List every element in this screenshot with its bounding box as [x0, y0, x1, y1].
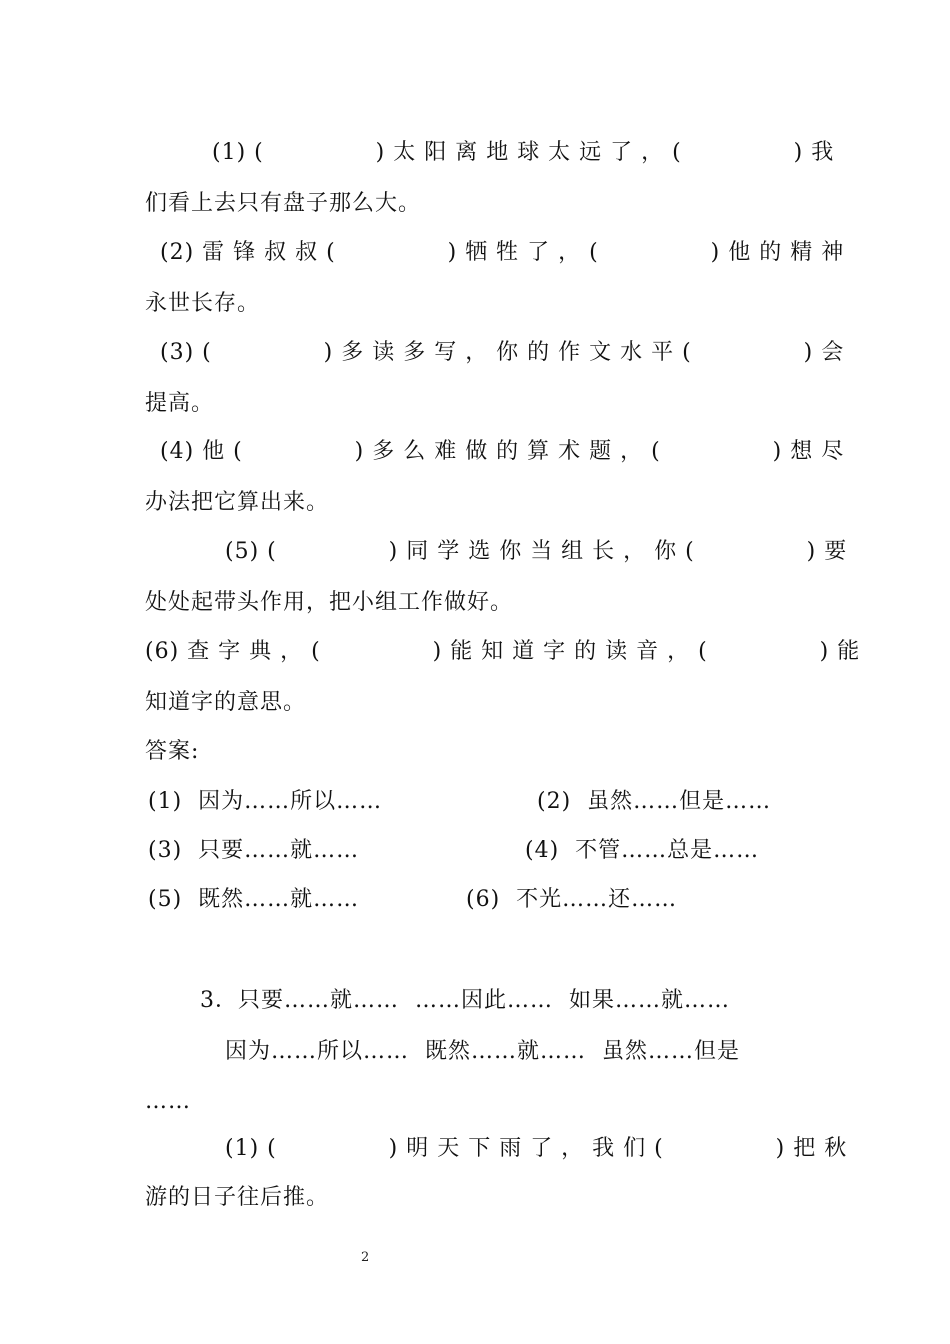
question-2-line-2: 永世长存。	[145, 291, 261, 316]
question-6-line-1: (6) 查 字 典 ， ( ) 能 知 道 字 的 读 音 ， ( ) 能	[145, 639, 861, 664]
question-1-line-1: (1) ( ) 太 阳 离 地 球 太 远 了 ， ( ) 我	[212, 140, 835, 165]
answer-4: (4) 不管……总是……	[525, 838, 760, 863]
answers-heading: 答案:	[145, 739, 200, 764]
answer-6: (6) 不光……还……	[466, 887, 678, 912]
question-1-line-2: 们看上去只有盘子那么大。	[145, 191, 422, 216]
question-6-line-2: 知道字的意思。	[145, 690, 307, 715]
exercise-3-question-1-line-2: 游的日子往后推。	[145, 1185, 330, 1210]
question-3-line-2: 提高。	[145, 391, 215, 416]
exercise-3-word-bank-line-3: ……	[145, 1089, 191, 1114]
answer-1: (1) 因为……所以……	[148, 789, 383, 814]
question-5-line-2: 处处起带头作用，把小组工作做好。	[145, 590, 514, 615]
question-4-line-2: 办法把它算出来。	[145, 490, 330, 515]
question-2-line-1: (2) 雷 锋 叔 叔 ( ) 牺 牲 了 ， ( ) 他 的 精 神	[160, 240, 845, 265]
answer-2: (2) 虽然……但是……	[537, 789, 772, 814]
answer-3: (3) 只要……就……	[148, 838, 360, 863]
question-4-line-1: (4) 他 ( ) 多 么 难 做 的 算 术 题 ， ( ) 想 尽	[160, 439, 845, 464]
answer-5: (5) 既然……就……	[148, 887, 360, 912]
question-3-line-1: (3) ( ) 多 读 多 写 ， 你 的 作 文 水 平 ( ) 会	[160, 340, 845, 365]
exercise-3-word-bank-line-2: 因为……所以…… 既然……就…… 虽然……但是	[225, 1039, 740, 1064]
exercise-3-word-bank-line-1: 3．只要……就…… ……因此…… 如果……就……	[200, 988, 730, 1013]
question-5-line-1: (5) ( ) 同 学 选 你 当 组 长 ， 你 ( ) 要	[225, 539, 848, 564]
page-number: 2	[361, 1250, 370, 1265]
exercise-3-question-1-line-1: (1) ( ) 明 天 下 雨 了 ， 我 们 ( ) 把 秋	[225, 1136, 848, 1161]
